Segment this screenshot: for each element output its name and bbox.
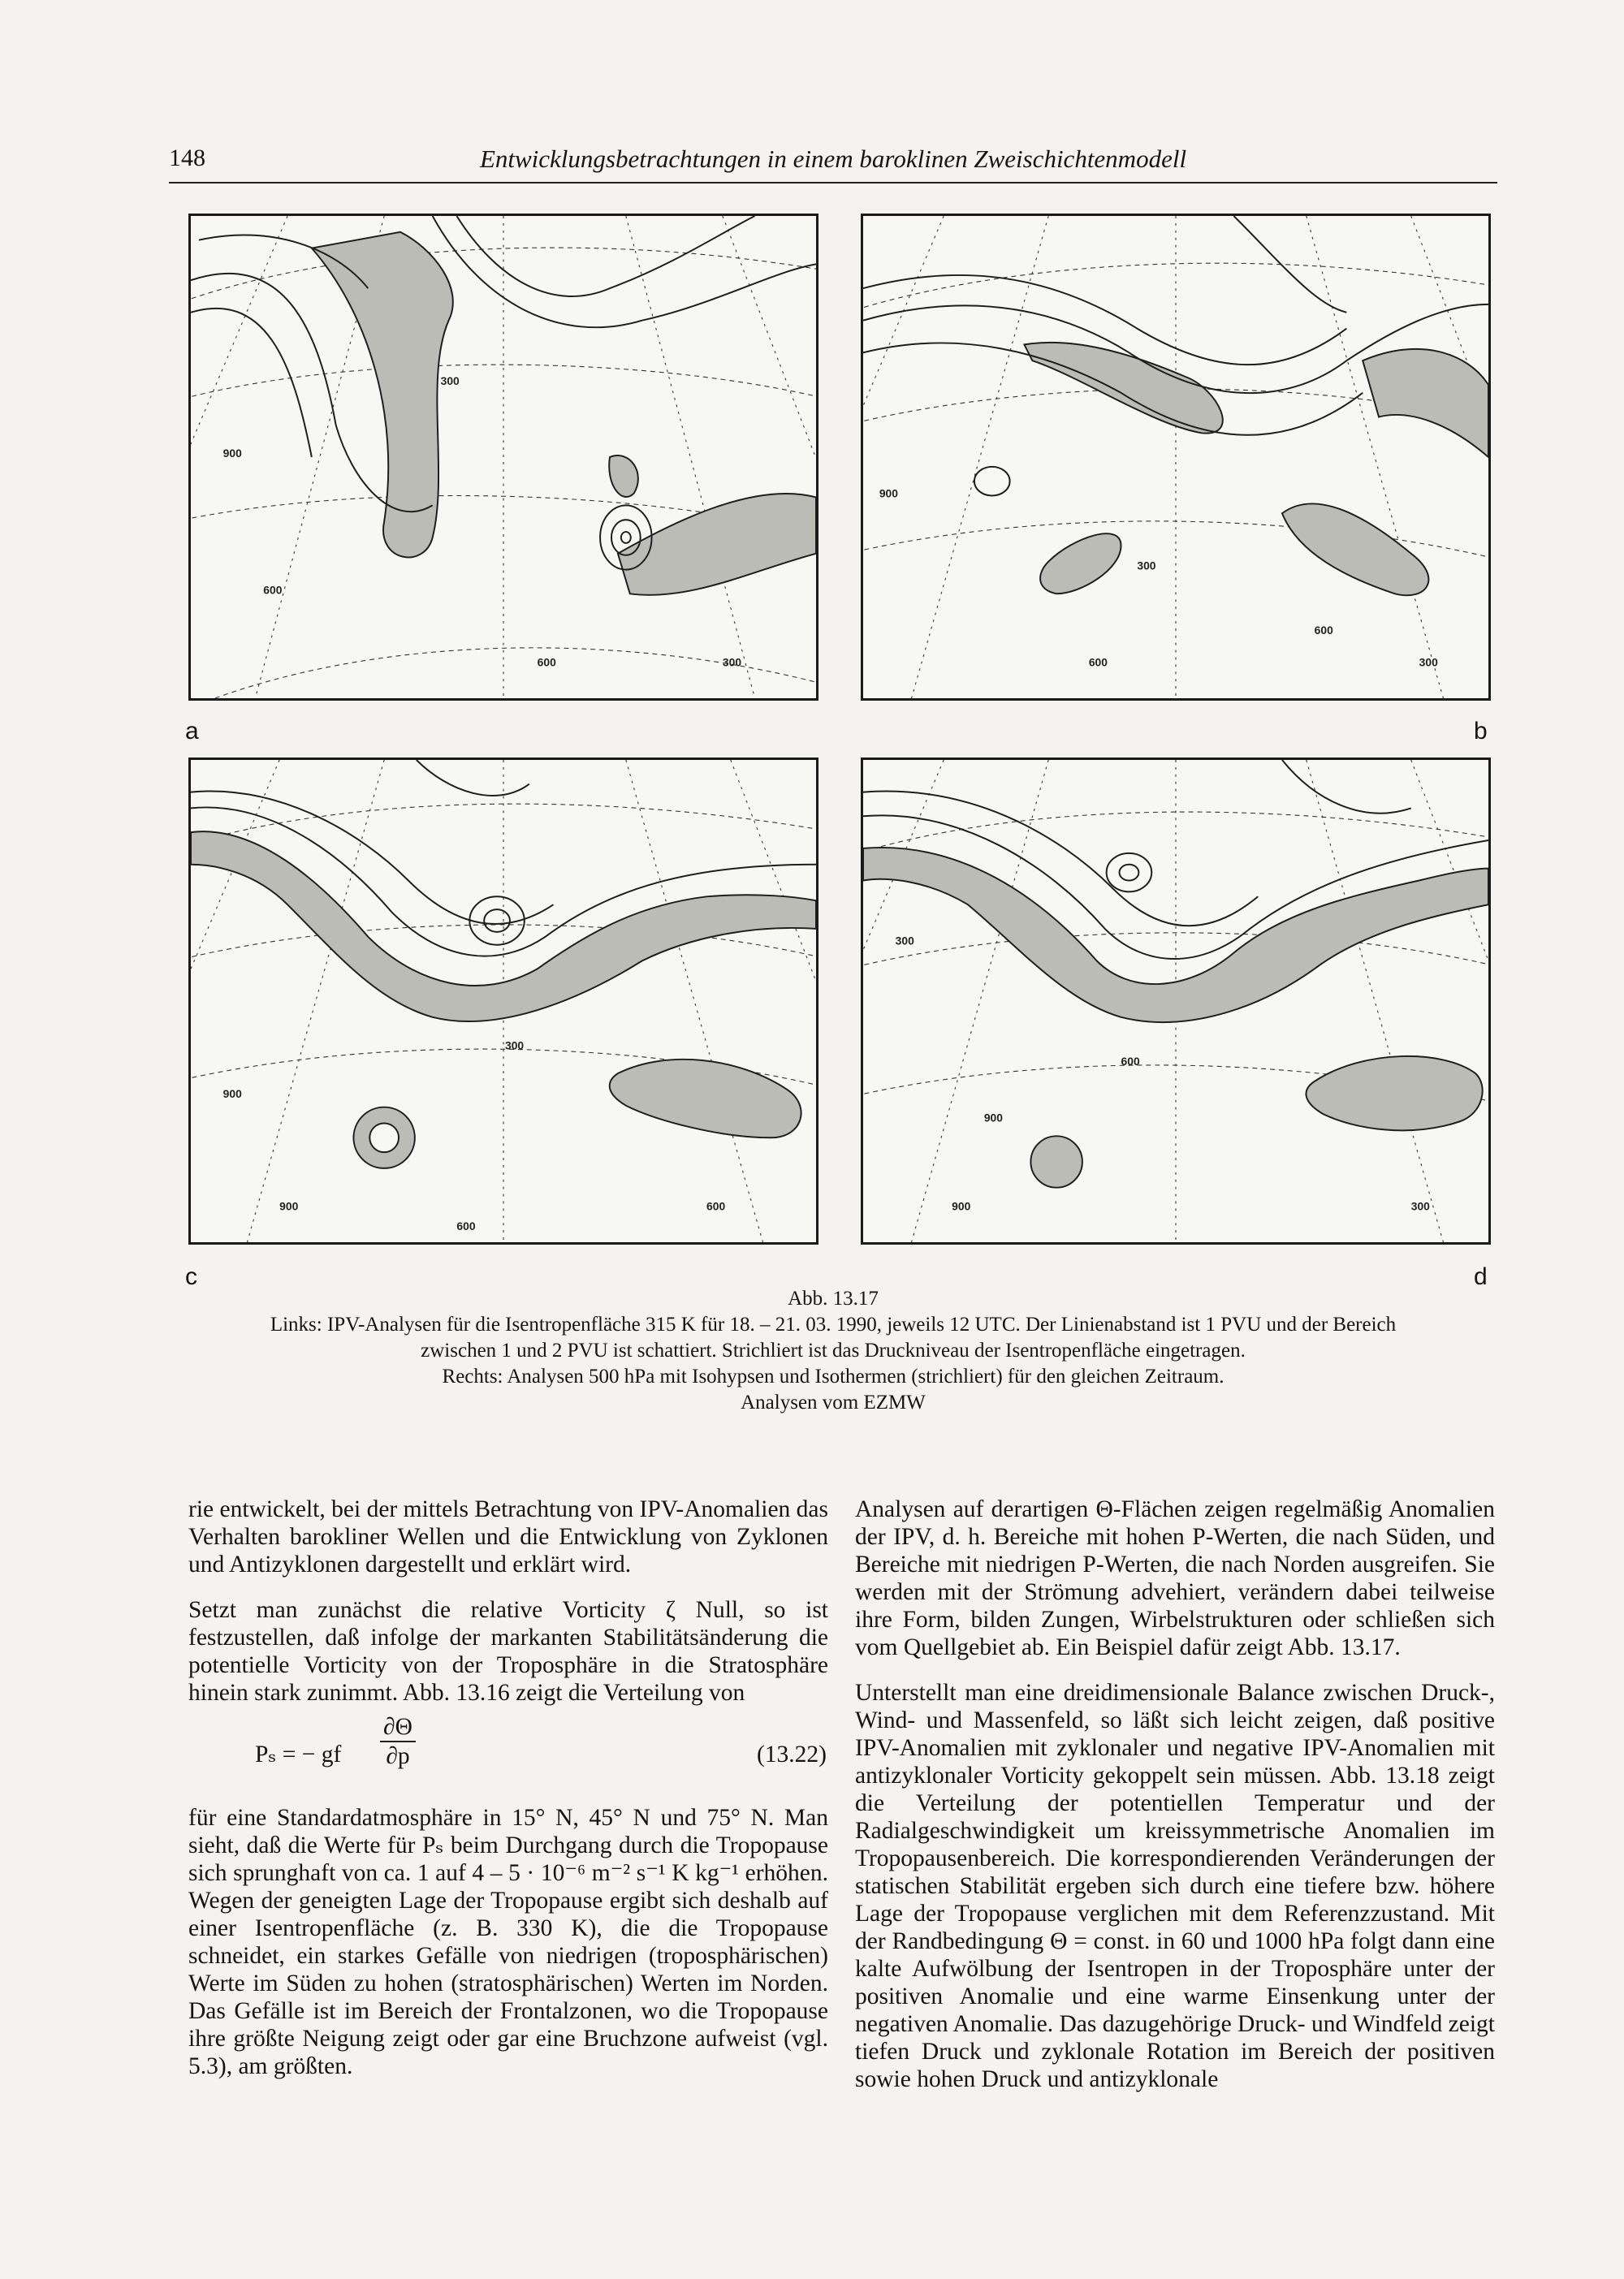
panel-label-d: d <box>1474 1263 1488 1290</box>
paragraph: Setzt man zunächst die relative Vorticity ζ Null, so ist festzustellen, daß infolge der markanten Stabilitätsänderung die potentielle Vorticity von der Troposphäre in die Stratosphäre hinein stark zunimmt. Abb. 13.16 zeigt die Verteilung von <box>188 1597 828 1706</box>
panel-label-c: c <box>185 1263 197 1290</box>
map-a-graphic <box>191 216 816 698</box>
text-column-right <box>855 1496 1495 2111</box>
contour-label: 300 <box>895 934 914 947</box>
contour-label: 900 <box>983 1111 1003 1124</box>
panel-label-b: b <box>1474 718 1488 745</box>
running-title: Entwicklungsbetrachtungen in einem baroklinen Zweischichtenmodell <box>479 145 1187 173</box>
caption-line: Analysen vom EZMW <box>741 1392 926 1414</box>
equation-number: (13.22) <box>756 1742 827 1768</box>
map-c-graphic <box>191 760 816 1242</box>
contour-label: 900 <box>952 1199 971 1213</box>
paragraph: für eine Standardatmosphäre in 15° N, 45° N und 75° N. Man sieht, daß die Werte für Pₛ beim Durchgang durch die Tropopause sich sprunghaft von ca. 1 auf 4 – 5 · 10⁻⁶ m⁻² s⁻¹ K kg⁻¹ erhöhen. Wegen der geneigten Lage der Tropopause ergibt sich deshalb auf einer Isentropenfläche (z. B. 330 K), die die Tropopause schneidet, ein starkes Gefälle von niedrigen (troposphärischen) Werte im Süden zu hohen (stratosphärischen) Werten im Norden. Das Gefälle ist im Bereich der Frontalzonen, wo die Tropopause ihre größte Neigung zeigt oder gar eine Bruchzone aufweist (vgl. 5.3), am größten. <box>188 1805 828 2079</box>
contour-label: 600 <box>456 1219 476 1233</box>
map-b-graphic <box>863 216 1488 698</box>
contour-label: 600 <box>263 583 283 597</box>
contour-label: 900 <box>222 1086 242 1100</box>
map-panel-d <box>861 758 1491 1245</box>
equation-fraction <box>380 1713 416 1770</box>
caption-line: Links: IPV-Analysen für die Isentropenfläche 315 K für 18. – 21. 03. 1990, jeweils 12 UTC. Der Linienabstand ist 1 PVU und der Bereich <box>270 1314 1397 1336</box>
equation-denominator: ∂p <box>386 1743 410 1769</box>
equation-numerator: ∂Θ <box>380 1713 416 1742</box>
equation-13-22 <box>188 1713 828 1794</box>
map-panel-b <box>861 214 1491 701</box>
panel-label-a: a <box>185 718 199 745</box>
paragraph: Analysen auf derartigen Θ-Flächen zeigen regelmäßig Anomalien der IPV, d. h. Bereiche mit hohen P-Werten, die nach Süden, und Bereiche mit niedrigen P-Werten, die nach Norden ausgreifen. Sie werden mit der Strömung advehiert, verändern dabei teilweise ihre Form, bilden Zungen, Wirbelstrukturen oder schließen sich vom Quellgebiet ab. Ein Beispiel dafür zeigt Abb. 13.17. <box>855 1496 1495 1660</box>
contour-label: 600 <box>706 1199 726 1213</box>
contour-label: 900 <box>279 1199 299 1213</box>
caption-line: zwischen 1 und 2 PVU ist schattiert. Strichliert ist das Druckniveau der Isentropenfläche eingetragen. <box>421 1340 1246 1362</box>
contour-label: 300 <box>504 1038 525 1052</box>
contour-label: 300 <box>1410 1199 1430 1213</box>
map-panel-c <box>188 758 818 1245</box>
caption-line: Rechts: Analysen 500 hPa mit Isohypsen und Isothermen (strichliert) für den gleichen Zeitraum. <box>442 1366 1224 1388</box>
contour-label: 300 <box>440 373 460 387</box>
contour-label: 300 <box>1419 655 1438 669</box>
contour-label: 900 <box>222 447 242 460</box>
contour-label: 300 <box>722 655 742 669</box>
contour-label: 300 <box>1137 559 1156 572</box>
contour-label: 600 <box>1121 1055 1140 1068</box>
contour-label: 600 <box>1088 655 1108 669</box>
contour-label: 600 <box>537 655 556 669</box>
page-number: 148 <box>169 145 205 171</box>
paragraph: rie entwickelt, bei der mittels Betrachtung von IPV-Anomalien das Verhalten barokliner Wellen und die Entwicklung von Zyklonen und Antizyklonen dargestellt und erklärt wird. <box>188 1496 828 1578</box>
map-panel-a <box>188 214 818 701</box>
text-column-left <box>188 1496 828 2098</box>
figure-caption <box>169 1286 1497 1416</box>
contour-label: 600 <box>1314 623 1333 637</box>
caption-number: Abb. 13.17 <box>788 1288 879 1310</box>
page-header <box>169 145 1497 183</box>
equation-lhs: Pₛ = − gf <box>255 1742 342 1768</box>
contour-label: 900 <box>879 486 898 500</box>
paragraph: Unterstellt man eine dreidimensionale Balance zwischen Druck-, Wind- und Massenfeld, so läßt sich leicht zeigen, daß positive IPV-Anomalien mit zyklonaler und negative IPV-Anomalien mit antizyklonaler Vorticity gekoppelt sein müssen. Abb. 13.18 zeigt die Verteilung der potentiellen Temperatur und der Radialgeschwindigkeit um kreissymmetrische Anomalien im Tropopausenbereich. Die korrespondierenden Veränderungen der statischen Stabilität ergeben sich durch eine tiefere bzw. höhere Lage der Tropopause verglichen mit dem Referenzzustand. Mit der Randbedingung Θ = const. in 60 und 1000 hPa folgt dann eine kalte Aufwölbung der Isentropen in der Troposphäre unter der positiven Anomalie und eine warme Einsenkung unter der negativen Anomalie. Das dazugehörige Druck- und Windfeld zeigt tiefen Druck und zyklonale Rotation im Bereich der positiven sowie hohen Druck und antizyklonale <box>855 1680 1495 2092</box>
map-d-graphic <box>863 760 1488 1242</box>
